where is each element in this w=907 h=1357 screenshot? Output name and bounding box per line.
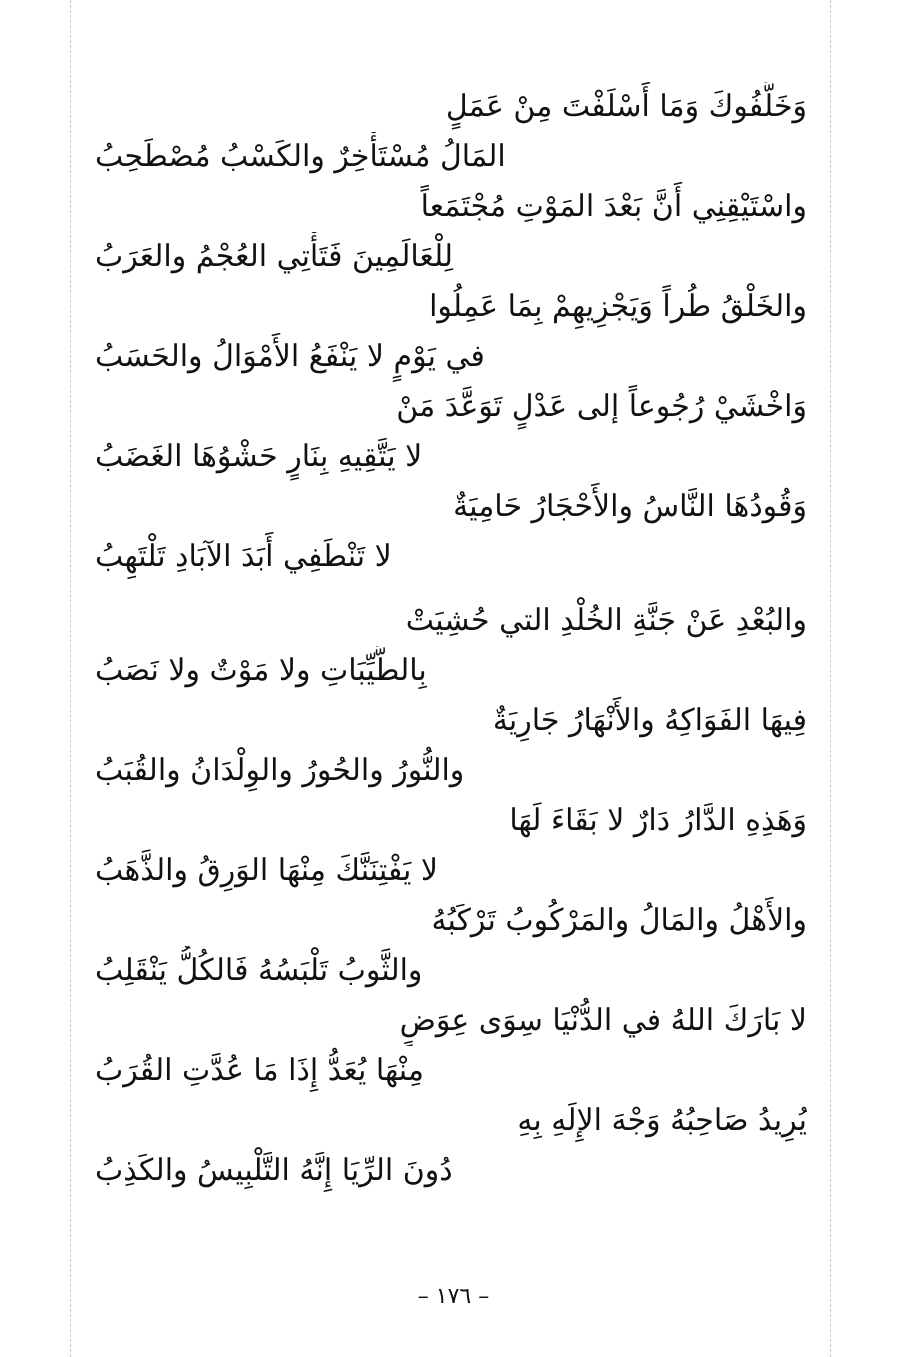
verse-line: لا بَارَكَ اللهُ في الدُّنْيَا سِوَى عِوَضٍ — [399, 1003, 807, 1038]
verse-line: والبُعْدِ عَنْ جَنَّةِ الخُلْدِ التي حُشِيَتْ — [405, 603, 807, 638]
verse-line: في يَوْمٍ لا يَنْفَعُ الأَمْوَالُ والحَسَبُ — [95, 339, 485, 374]
poem-text — [95, 82, 807, 1196]
verse-line: وَهَذِهِ الدَّارُ دَارٌ لا بَقَاءَ لَهَا — [509, 803, 807, 838]
verse-line: بِالطَّيِّبَاتِ ولا مَوْتٌ ولا نَصَبُ — [95, 653, 427, 688]
verse-line: واسْتَيْقِنِي أَنَّ بَعْدَ المَوْتِ مُجْتَمَعاً — [420, 189, 807, 224]
verse-line: والأَهْلُ والمَالُ والمَرْكُوبُ تَرْكَبُهُ — [431, 903, 807, 938]
verse-line: فِيهَا الفَوَاكِهُ والأَنْهَارُ جَارِيَةٌ — [492, 703, 807, 738]
verse-line: لا تَنْطَفِي أَبَدَ الآبَادِ تَلْتَهِبُ — [95, 539, 392, 574]
verse-line: لا يَتَّقِيهِ بِنَارٍ حَشْوُهَا الغَضَبُ — [95, 439, 423, 474]
verse-line: والنُّورُ والحُورُ والوِلْدَانُ والقُبَبُ — [95, 753, 465, 788]
verse-line: والخَلْقُ طُراً وَيَجْزِيهِمْ بِمَا عَمِلُوا — [429, 289, 807, 324]
page-border-left — [70, 0, 71, 1357]
stanza-1 — [95, 82, 807, 582]
verse-line: مِنْهَا يُعَدُّ إِذَا مَا عُدَّتِ القُرَبُ — [95, 1053, 424, 1088]
verse-line: وَاخْشَيْ رُجُوعاً إلى عَدْلٍ تَوَعَّدَ مَنْ — [396, 389, 807, 424]
verse-line: وَخَلَّفُوكَ وَمَا أَسْلَفْتَ مِنْ عَمَلٍ — [445, 89, 807, 124]
verse-line: لِلْعَالَمِينَ فَتَأْتِي العُجْمُ والعَرَبُ — [95, 239, 454, 274]
verse-line: والثَّوبُ تَلْبَسُهُ فَالكُلُّ يَنْقَلِبُ — [95, 953, 423, 988]
verse-line: لا يَفْتِنَنَّكَ مِنْهَا الوَرِقُ والذَّهَبُ — [95, 853, 439, 888]
verse-line: وَقُودُهَا النَّاسُ والأَحْجَارُ حَامِيَةٌ — [453, 489, 807, 524]
verse-line: يُرِيدُ صَاحِبُهُ وَجْهَ الإِلَهِ بِهِ — [517, 1103, 807, 1138]
verse-line: دُونَ الرِّيَا إِنَّهُ التَّلْبِيسُ والكَذِبُ — [95, 1153, 453, 1188]
verse-line: المَالُ مُسْتَأْخِرٌ والكَسْبُ مُصْطَحِبُ — [95, 139, 506, 174]
page-number: – ١٧٦ – — [417, 1284, 490, 1309]
page-border-right — [830, 0, 831, 1357]
stanza-2 — [95, 596, 807, 1196]
